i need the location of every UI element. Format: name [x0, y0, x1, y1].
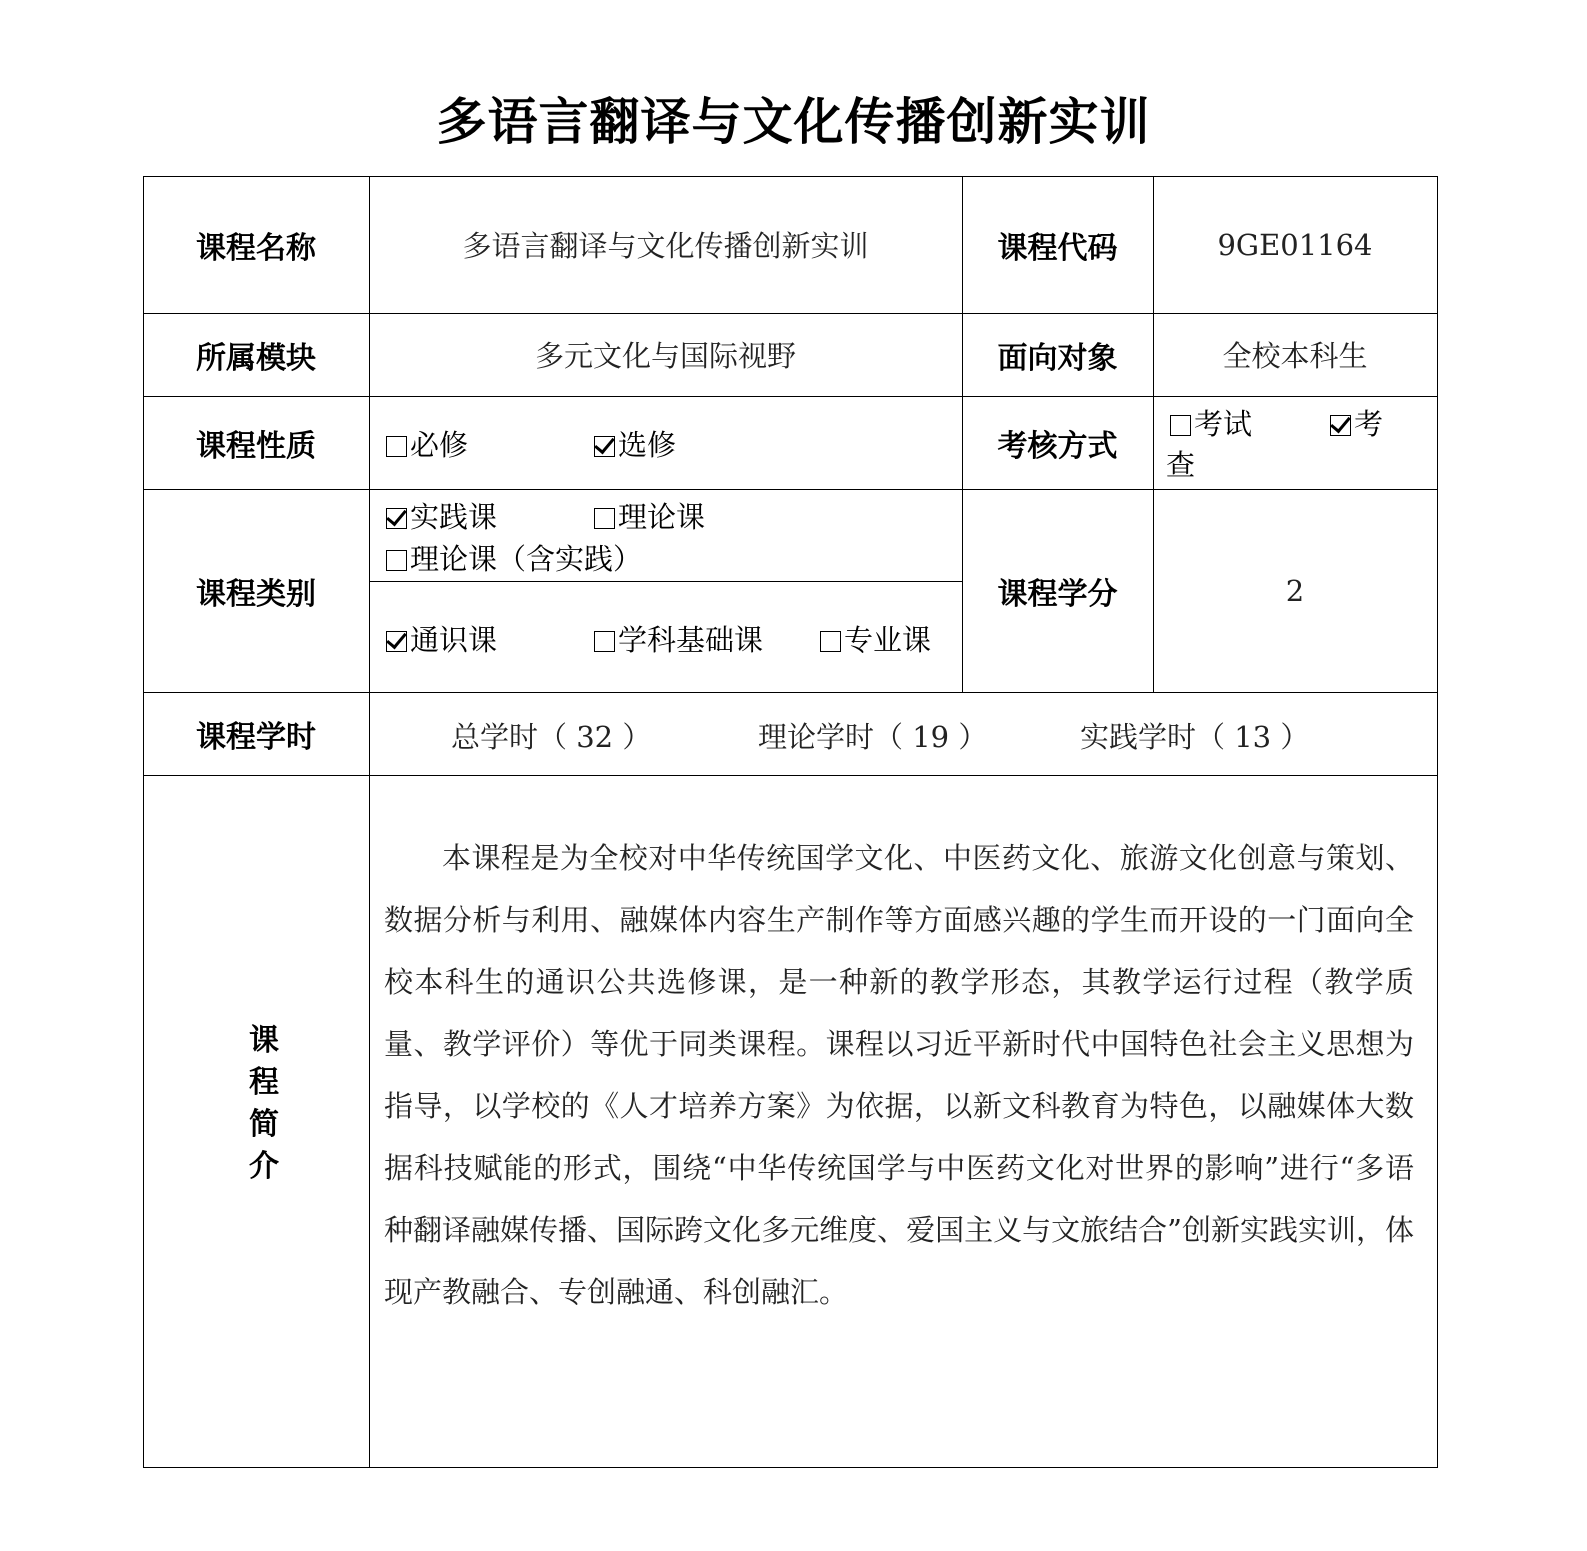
checkbox-icon [386, 436, 407, 457]
course-code-value: 9GE01164 [1217, 227, 1373, 262]
checkbox-checked-icon [386, 508, 407, 529]
module-value: 多元文化与国际视野 [534, 339, 796, 373]
assessment-option-check-wrap: 查 [1166, 448, 1196, 482]
hours-theory: 理论学时（ 19 ） [758, 720, 988, 754]
assessment-label: 考核方式 [997, 428, 1118, 464]
category-label: 课程类别 [196, 576, 316, 612]
module-label: 所属模块 [196, 340, 316, 376]
assessment-option-exam[interactable]: 考试 [1170, 402, 1252, 443]
checkbox-icon [594, 508, 615, 529]
audience-value: 全校本科生 [1222, 339, 1368, 373]
checkbox-checked-icon [386, 631, 407, 652]
category-option-general[interactable]: 通识课 [386, 618, 497, 659]
category-option-practice[interactable]: 实践课 [386, 495, 497, 536]
checkbox-icon [594, 631, 615, 652]
course-code-label: 课程代码 [997, 230, 1118, 266]
checkbox-icon [386, 550, 407, 571]
assessment-option-check[interactable]: 考 [1330, 402, 1383, 443]
document-title: 多语言翻译与文化传播创新实训 [436, 93, 1151, 151]
hours-practice: 实践学时（ 13 ） [1080, 720, 1310, 754]
nature-label: 课程性质 [196, 428, 316, 464]
nature-option-elective[interactable]: 选修 [594, 423, 676, 464]
category-option-foundation[interactable]: 学科基础课 [594, 618, 763, 659]
nature-option-required[interactable]: 必修 [386, 423, 468, 464]
hours-total: 总学时（ 32 ） [451, 720, 652, 754]
category-option-major[interactable]: 专业课 [820, 618, 931, 659]
credit-value: 2 [1285, 573, 1305, 608]
checkbox-checked-icon [594, 436, 615, 457]
category-option-theory[interactable]: 理论课 [594, 495, 705, 536]
intro-text: 本课程是为全校对中华传统国学文化、中医药文化、旅游文化创意与策划、数据分析与利用、融媒体内容生产制作等方面感兴趣的学生而开设的一门面向全校本科生的通识公共选修课，是一种新的教学形态，其教学运行过程（教学质量、教学评价）等优于同类课程。课程以习近平新时代中国特色社会主义思想为指导，以学校的《人才培养方案》为依据，以新文科教育为特色，以融媒体大数据科技赋能的形式，围绕“中华传统国学与中医药文化对世界的影响”进行“多语种翻译融媒传播、国际跨文化多元维度、爱国主义与文旅结合”创新实践实训，体现产教融合、专创融通、科创融汇。 [384, 841, 1414, 1309]
checkbox-icon [820, 631, 841, 652]
checkbox-checked-icon [1330, 415, 1351, 436]
checkbox-icon [1170, 415, 1191, 436]
audience-label: 面向对象 [997, 340, 1118, 376]
credit-label: 课程学分 [997, 576, 1118, 612]
intro-label: 课 程 简 介 [249, 1023, 279, 1184]
course-name-label: 课程名称 [196, 230, 316, 266]
course-name-value: 多语言翻译与文化传播创新实训 [462, 229, 869, 263]
category-option-theory-practice[interactable]: 理论课（含实践） [386, 537, 642, 578]
hours-label: 课程学时 [196, 719, 316, 755]
